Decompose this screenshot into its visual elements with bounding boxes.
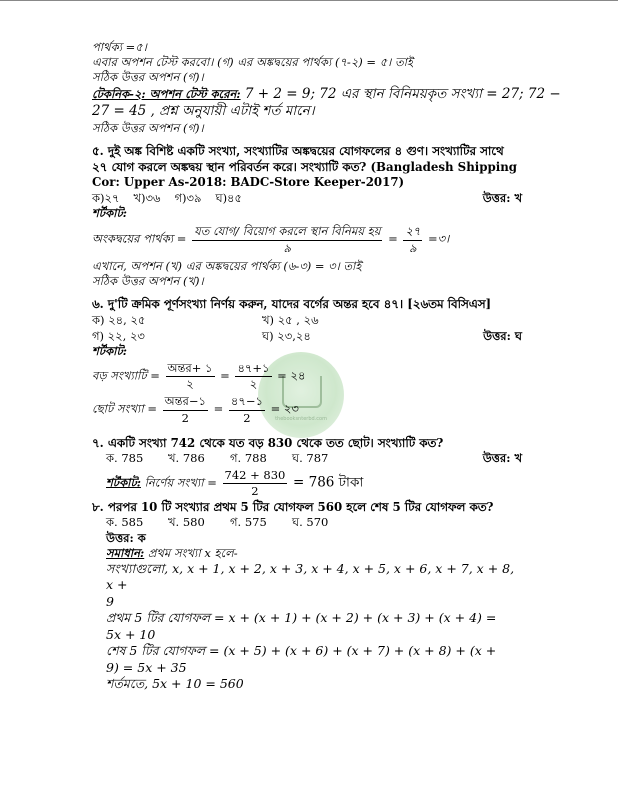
text-line: এখানে, অপশন (খ) এর অঙ্কদ্বয়ের পার্থক্য (৬-৩) = ৩। তাই: [92, 258, 362, 273]
formula-result: = ২৩: [270, 402, 299, 417]
question-7: ৭. একটি সংখ্যা 742 থেকে যত বড় 830 থেকে তত ছোট। সংখ্যাটি কত?: [92, 435, 444, 450]
fraction-denominator: ৯: [409, 240, 417, 255]
fraction-denominator: 2: [243, 410, 251, 425]
q8-option: গ. 575: [230, 515, 267, 530]
fraction-denominator: ২: [186, 377, 194, 392]
fraction-numerator: ২৭: [403, 224, 422, 240]
solution-line: প্রথম 5 টির যোগফল = x + (x + 1) + (x + 2) + (x + 3) + (x + 4) =: [106, 610, 497, 626]
q7-option: খ. 786: [168, 451, 205, 466]
q5-option: গ)৩৯: [174, 191, 202, 205]
fraction-denominator: 2: [181, 410, 189, 425]
document-page: [92, 40, 561, 693]
q6-options: [92, 313, 522, 344]
q7-option: ঘ. 787: [292, 451, 329, 466]
q8-option: ক. 585: [106, 515, 144, 530]
formula-fraction: [229, 394, 265, 425]
fraction-numerator: 742 + 830: [223, 468, 288, 484]
q8-answer: উত্তর: ক: [106, 530, 146, 545]
technique-label: টেকনিক-২: অপশন টেস্ট করেন:: [92, 86, 241, 101]
formula-fraction: [163, 394, 208, 425]
solution-intro: প্রথম সংখ্যা x হলে-: [144, 545, 238, 560]
formula-fraction: [403, 224, 422, 255]
formula-lhs: বড় সংখ্যাটি =: [92, 368, 160, 383]
solution-line: শেষ 5 টির যোগফল = (x + 5) + (x + 6) + (x + 7) + (x + 8) + (x +: [106, 643, 497, 659]
formula-lhs: অংকদ্বয়ের পার্থক্য =: [92, 232, 187, 247]
q5-option: খ)৩৬: [133, 191, 161, 205]
question-6: ৬. দু'টি ক্রমিক পূর্ণসংখ্যা নির্ণয় করুন, যাদের বর্গের অন্তর হবে ৪৭। [২৬তম বিসিএস]: [92, 297, 492, 312]
q7-option: ক. 785: [106, 451, 144, 466]
q5-option: ঘ)৪৫: [215, 191, 242, 205]
q6-answer: উত্তর: ঘ: [483, 328, 522, 343]
solution-line: 9: [106, 593, 114, 609]
formula-result: = ২৪: [277, 368, 306, 383]
fraction-denominator: ২: [249, 377, 258, 392]
text-line: সঠিক উত্তর অপশন (গ)।: [92, 121, 204, 136]
fraction-numerator: অন্তর+ ১: [166, 361, 215, 377]
formula-fraction: [223, 468, 288, 499]
fraction-numerator: যত যোগ/ বিয়োগ করলে স্থান বিনিময় হয়: [192, 224, 382, 240]
text-line: এবার অপশন টেস্ট করবো। (গ) এর অঙ্কদ্বয়ের পার্থক্য (৭-২) = ৫। তাই: [92, 55, 413, 70]
page-top-rule: [0, 0, 618, 1]
formula-fraction: [235, 361, 271, 392]
solution-line: 5x + 10: [106, 626, 156, 642]
q5-shortcut-label: শর্টকাট:: [92, 206, 127, 221]
solution-label: সমাধান:: [106, 545, 145, 560]
q8-option: খ. 580: [168, 515, 205, 530]
q5-formula: [92, 224, 522, 255]
formula-result: = 786 টাকা: [293, 474, 364, 491]
fraction-numerator: ৪৭−১: [229, 394, 265, 410]
text-line: সঠিক উত্তর অপশন (খ)।: [92, 273, 204, 288]
technique-2-line: [92, 85, 561, 104]
q6-option: ঘ) ২৩,২৪: [262, 328, 311, 343]
text-line: পার্থক্য =৫।: [92, 40, 147, 54]
q7-answer: উত্তর: খ: [482, 451, 522, 466]
formula-lhs: ছোট সংখ্যা =: [92, 402, 157, 417]
shortcut-text: নির্ণেয় সংখ্যা =: [140, 475, 217, 490]
fraction-numerator: অন্তর−১: [163, 394, 208, 410]
fraction-denominator: ৯: [283, 240, 292, 255]
solution-line: সংখ্যাগুলো, x, x + 1, x + 2, x + 3, x + 4, x + 5, x + 6, x + 7, x + 8, x +: [106, 560, 515, 593]
q7-option: গ. 788: [230, 451, 267, 466]
q8-solution: [106, 531, 522, 693]
q6-small-number-formula: ছোট সংখ্যা = $\frac{\text{অন্তর−১}}{2}$ = $\frac{৪৭-১}{2}$ = ২৩: [92, 394, 299, 425]
watermark-text: thebooksnterbd.com: [275, 416, 327, 422]
formula-equals: =: [388, 232, 398, 247]
q6-big-number-formula: বড় সংখ্যাটি = $\frac{\text{অন্তর+ ১}}{২}$ = $\frac{৪৭+১}{২}$ = ২৪: [92, 361, 306, 392]
q8-options-row: [106, 515, 522, 530]
q6-option: খ) ২৫ , ২৬: [262, 312, 319, 327]
q5-option: ক)২৭: [92, 191, 120, 205]
question-8: ৮. পরপর 10 টি সংখ্যার প্রথম 5 টির যোগফল 560 হলে শেষ 5 টির যোগফল কত?: [92, 499, 494, 514]
q6-shortcut-label: শর্টকাট:: [92, 343, 127, 358]
q5-answer: উত্তর: খ: [482, 191, 522, 205]
question-5: ৫. দুই অঙ্ক বিশিষ্ট একটি সংখ্যা, সংখ্যাটির অঙ্কদ্বয়ের যোগফলের ৪ গুণ। সংখ্যাটির সাথে ২৭ যোগ করলে অঙ্কদ্বয় স্থান পরিবর্তন করে। সংখ্যাটি কত? (Bangladesh Shipping Cor: Upper As-2018: BADC-Store Keeper-2017): [92, 144, 518, 190]
fraction-numerator: ৪৭+১: [235, 361, 271, 377]
technique-text: 7 + 2 = 9; 72 এর স্থান বিনিময়কৃত সংখ্যা = 27; 72 −: [240, 85, 561, 102]
text-line: সঠিক উত্তর অপশন (গ)।: [92, 70, 204, 85]
formula-result: =৩।: [428, 232, 450, 247]
formula-fraction: [166, 361, 215, 392]
solution-line: 9) = 5x + 35: [106, 659, 187, 675]
solution-line: শর্তমতে, 5x + 10 = 560: [106, 676, 244, 692]
solution-intro-line: [106, 546, 522, 561]
q8-option: ঘ. 570: [292, 515, 329, 530]
q6-option: ক) ২৪, ২৫: [92, 312, 146, 327]
q6-option: গ) ২২, ২৩: [92, 328, 145, 343]
q7-shortcut-label: শর্টকাট:: [106, 475, 141, 490]
q7-options-row: [92, 451, 522, 466]
formula-fraction: [192, 224, 382, 255]
q7-shortcut: [106, 468, 522, 499]
q5-options-row: [92, 191, 522, 206]
fraction-denominator: 2: [251, 483, 259, 498]
text-line: 27 = 45 , প্রশ্ন অনুযায়ী এটাই শর্ত মানে।: [92, 103, 315, 120]
